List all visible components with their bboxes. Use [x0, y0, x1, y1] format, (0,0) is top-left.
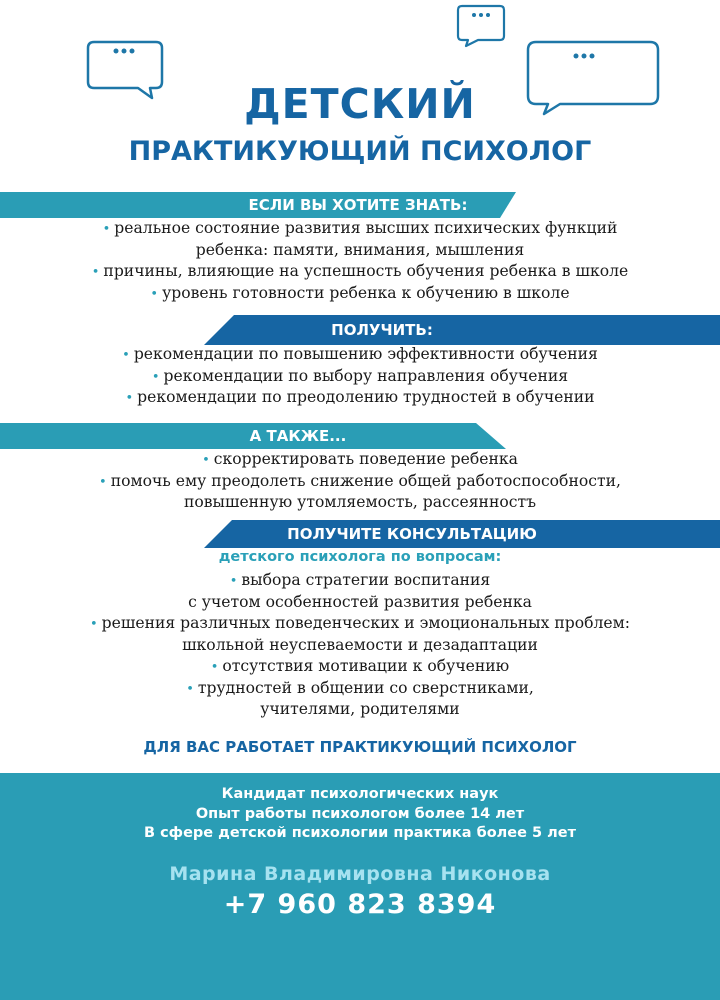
list-item-text: помочь ему преодолеть снижение общей работоспособности,	[110, 471, 621, 490]
list-item	[0, 613, 720, 635]
list-item-text: причины, влияющие на успешность обучения ребенка в школе	[103, 262, 629, 280]
credential-line: В сфере детской психологии практика более 5 лет	[143, 825, 577, 841]
credential-line: Опыт работы психологом более 14 лет	[195, 805, 525, 822]
credentials	[0, 785, 720, 844]
phone-number[interactable]: +7 960 823 8394	[223, 889, 497, 920]
list-item	[0, 261, 720, 283]
section-heading-also	[0, 423, 506, 449]
list-item	[0, 570, 720, 592]
page-title: ДЕТСКИЙ	[244, 80, 476, 128]
list-item-text: рекомендации по выбору направления обучения	[163, 366, 569, 385]
section-list-also	[0, 449, 720, 514]
list-item-text: рекомендации по повышению эффективности обучения	[133, 345, 598, 363]
list-item-text: трудностей в общении со сверстниками,	[197, 678, 534, 697]
list-item	[0, 240, 720, 262]
section-heading-get	[204, 315, 720, 345]
list-item-text: школьной неуспеваемости и дезадаптации	[182, 635, 538, 654]
list-item-text: реальное состояние развития высших психических функций	[114, 219, 618, 237]
list-item-text: скорректировать поведение ребенка	[213, 450, 518, 468]
bullet-icon: •	[99, 474, 107, 490]
bullet-icon: •	[89, 617, 98, 632]
bullet-icon: •	[150, 286, 159, 302]
list-item	[0, 656, 720, 678]
list-item-text: отсутствия мотивации к обучению	[222, 657, 510, 675]
bullet-icon: •	[151, 369, 160, 385]
section-heading-label: ПОЛУЧИТЕ КОНСУЛЬТАЦИЮ	[287, 525, 537, 543]
list-item-text: с учетом особенностей развития ребенка	[188, 592, 532, 611]
section-list-know	[0, 218, 720, 304]
footer-panel	[0, 773, 720, 1000]
list-item	[0, 492, 720, 514]
bullet-icon: •	[102, 222, 111, 237]
list-item-text: уровень готовности ребенка к обучению в школе	[162, 283, 570, 302]
ribbon-shape	[204, 315, 720, 345]
bullet-icon: •	[122, 348, 130, 363]
speech-bubble-icon	[456, 4, 506, 48]
list-item-text: рекомендации по преодолению трудностей в обучении	[137, 388, 595, 406]
bullet-icon: •	[210, 660, 219, 675]
list-item	[0, 699, 720, 721]
section-heading-label: ЕСЛИ ВЫ ХОТИТЕ ЗНАТЬ:	[248, 196, 468, 214]
list-item	[0, 635, 720, 657]
bullet-icon: •	[186, 681, 194, 697]
list-item	[0, 366, 720, 388]
list-item-text: повышенную утомляемость, рассеянностъ	[183, 493, 537, 511]
list-item	[0, 678, 720, 700]
section-heading-consult	[204, 520, 720, 548]
bullet-icon: •	[91, 265, 100, 280]
list-item	[0, 344, 720, 366]
list-item	[0, 218, 720, 240]
section-subheading: детского психолога по вопросам:	[218, 549, 502, 565]
bullet-icon: •	[229, 574, 238, 589]
credential-line: Кандидат психологических наук	[221, 786, 499, 802]
list-item-text: учителями, родителями	[260, 700, 460, 718]
page-subtitle: ПРАКТИКУЮЩИЙ ПСИХОЛОГ	[128, 136, 592, 167]
bullet-icon: •	[125, 391, 134, 406]
list-item-text: решения различных поведенческих и эмоциональных проблем:	[101, 614, 631, 632]
list-item	[0, 471, 720, 493]
psychologist-name: Марина Владимировна Никонова	[169, 863, 551, 885]
list-item	[0, 387, 720, 409]
section-heading-label: ПОЛУЧИТЬ:	[331, 321, 433, 339]
bullet-icon: •	[202, 453, 210, 468]
list-item-text: ребенка: памяти, внимания, мышления	[195, 240, 525, 259]
section-list-consult	[0, 570, 720, 721]
list-item	[0, 592, 720, 614]
section-list-get	[0, 344, 720, 409]
section-heading-label: А ТАКЖЕ...	[249, 427, 347, 445]
list-item-text: выбора стратегии воспитания	[241, 571, 491, 589]
closing-statement: ДЛЯ ВАС РАБОТАЕТ ПРАКТИКУЮЩИЙ ПСИХОЛОГ	[143, 738, 577, 756]
section-heading-know	[0, 192, 516, 218]
list-item	[0, 283, 720, 305]
list-item	[0, 449, 720, 471]
